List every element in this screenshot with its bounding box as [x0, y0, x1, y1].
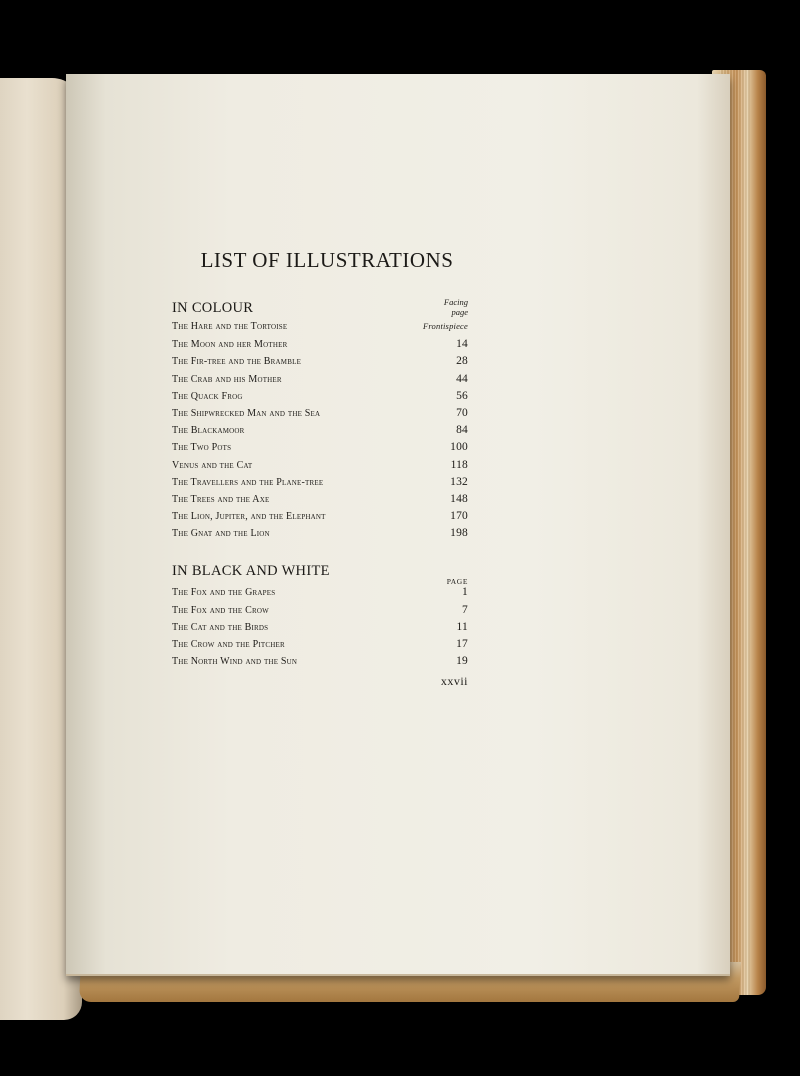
page-number: 14: [456, 338, 468, 351]
illustration-title: The North Wind and the Sun: [172, 656, 298, 668]
list-item: [168, 390, 470, 407]
list-item: [168, 441, 470, 458]
illustration-title: The Cat and the Birds: [172, 621, 269, 633]
page-column-heading: PAGE: [446, 577, 468, 587]
bw-section-heading: IN BLACK AND WHITE: [172, 563, 330, 580]
colour-section-heading: IN COLOUR: [172, 300, 254, 316]
illustration-title: The Quack Frog: [172, 390, 243, 402]
page-title: LIST OF ILLUSTRATIONS: [200, 248, 454, 272]
list-item: [168, 527, 470, 544]
page-number: 56: [456, 389, 468, 402]
facing-page-column-heading: [444, 297, 468, 317]
illustration-title: The Lion, Jupiter, and the Elephant: [172, 511, 326, 523]
illustrations-list: [168, 248, 470, 689]
list-item: [168, 586, 470, 603]
illustration-title: The Moon and her Mother: [172, 339, 288, 351]
page-number: 148: [450, 492, 468, 505]
list-item: [168, 493, 470, 510]
facing-label: Facing: [443, 297, 468, 307]
illustration-title: The Trees and the Axe: [172, 493, 270, 505]
page-number: 7: [462, 603, 468, 616]
page-number: 132: [450, 475, 468, 488]
page-number: 198: [450, 527, 468, 540]
illustration-title: The Shipwrecked Man and the Sea: [172, 407, 321, 419]
list-item: [168, 321, 470, 338]
illustration-title: The Two Pots: [172, 442, 232, 454]
page-number: 17: [456, 638, 468, 650]
page-number: 44: [456, 372, 468, 385]
page-number: 70: [456, 406, 468, 419]
illustration-title: The Blackamoor: [172, 425, 245, 437]
illustration-title: The Travellers and the Plane-tree: [172, 476, 324, 488]
list-item: [168, 604, 470, 621]
page-number: 84: [456, 424, 468, 437]
list-item: [168, 424, 470, 441]
page-number: 19: [456, 655, 468, 668]
page-label: page: [451, 307, 468, 317]
illustration-title: The Fox and the Crow: [172, 604, 269, 616]
colour-illustrations-list: [168, 321, 470, 544]
bw-illustrations-list: [168, 586, 470, 672]
list-item: [168, 373, 470, 390]
illustration-title: The Fox and the Grapes: [172, 587, 276, 599]
bw-section-header: [168, 554, 470, 587]
page-number: Frontispiece: [422, 321, 468, 331]
list-item: [168, 655, 470, 672]
illustration-title: The Crow and the Pitcher: [172, 639, 285, 650]
colour-section-header: [168, 291, 470, 317]
illustration-title: The Crab and his Mother: [172, 373, 282, 385]
page-number: 100: [450, 441, 468, 454]
illustration-title: The Fir-tree and the Bramble: [172, 356, 302, 368]
list-item: [168, 338, 470, 355]
page-number: 170: [450, 510, 468, 523]
page-number: 11: [456, 620, 468, 633]
page-folio: xxvii: [440, 674, 468, 689]
page-number: 118: [450, 458, 468, 471]
list-item: [168, 621, 470, 638]
illustration-title: Venus and the Cat: [172, 459, 253, 471]
illustration-title: The Hare and the Tortoise: [172, 321, 288, 332]
list-item: [168, 355, 470, 372]
illustration-title: The Gnat and the Lion: [172, 528, 270, 540]
list-item: [168, 476, 470, 493]
page-number: 28: [456, 355, 468, 368]
list-item: [168, 459, 470, 476]
list-item: [168, 407, 470, 424]
list-item: [168, 510, 470, 527]
page-number: 1: [462, 586, 468, 599]
list-item: [168, 638, 470, 655]
